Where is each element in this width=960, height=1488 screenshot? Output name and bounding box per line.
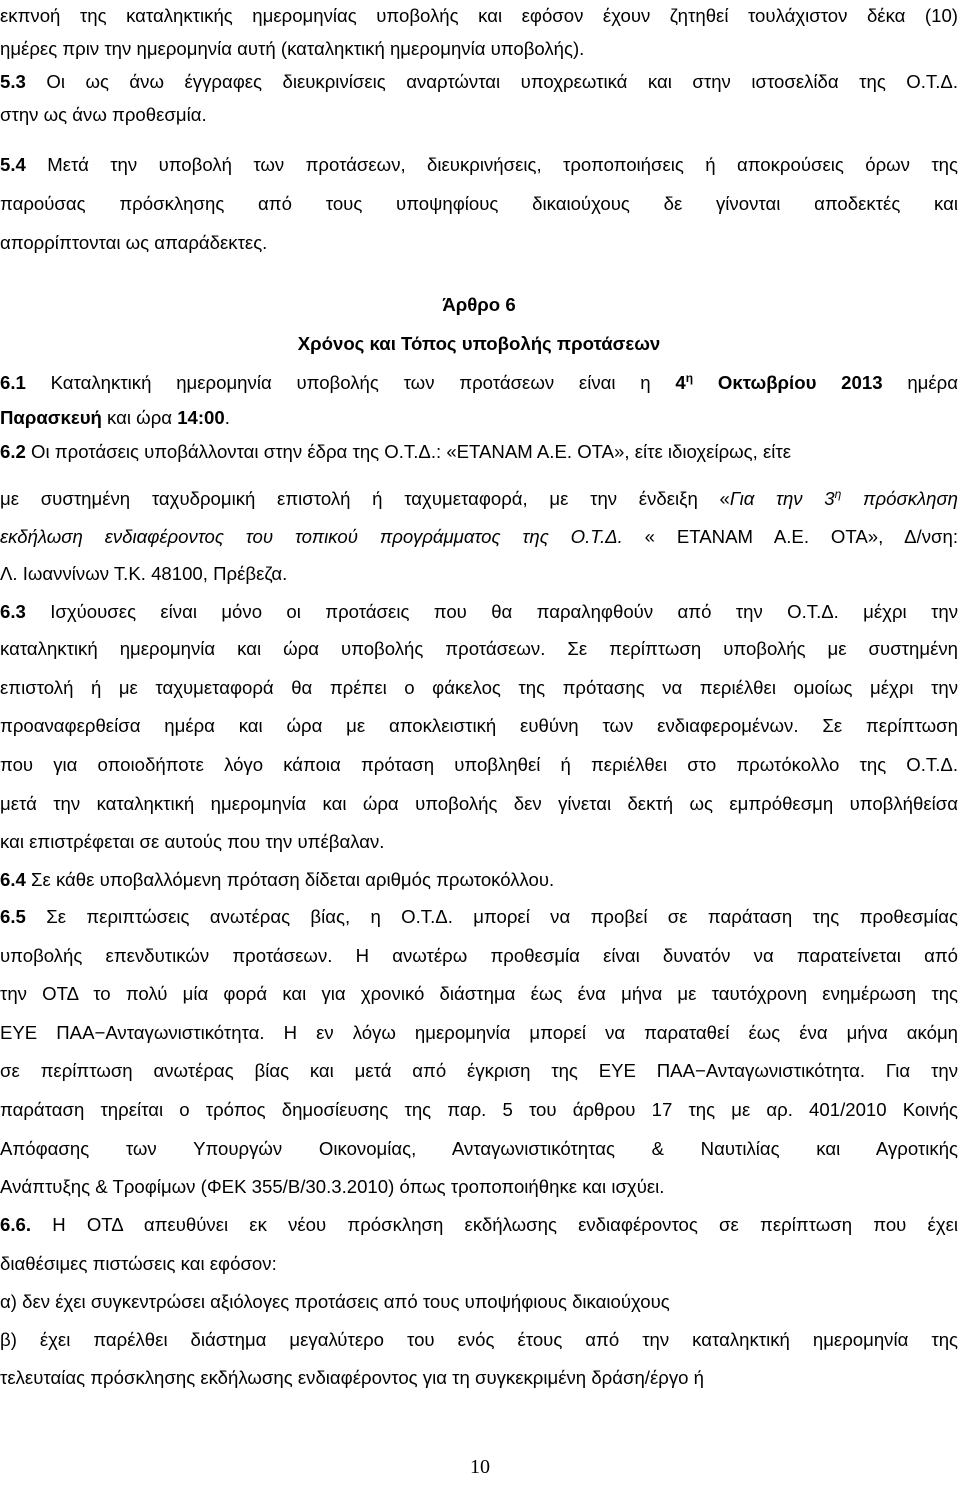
section-number: 6.6. xyxy=(0,1214,32,1235)
section-number: 6.1 xyxy=(0,372,26,393)
paragraph-line: καταληκτική ημερομηνία και ώρα υποβολής προτάσεων. Σε περίπτωση υποβολής με συστημένη xyxy=(0,638,958,659)
paragraph-line: παράταση τηρείται ο τρόπος δημοσίευσης της παρ. 5 του άρθρου 17 της με αρ. 401/2010 Κοινής xyxy=(0,1099,958,1120)
section-number: 6.2 xyxy=(0,441,26,462)
paragraph-line: στην ως άνω προθεσμία. xyxy=(0,104,207,125)
paragraph-line: παρούσας πρόσκλησης από τους υποψηφίους δικαιούχους δε γίνονται αποδεκτές και xyxy=(0,193,958,214)
section-6-1: 6.1 Καταληκτική ημερομηνία υποβολής των προτάσεων είναι η $4^\eta$ Οκτωβρίου 2013 ημέρα xyxy=(0,370,958,393)
paragraph-line: ημέρες πριν την ημερομηνία αυτή (καταληκτική ημερομηνία υποβολής). xyxy=(0,38,585,59)
list-item: β) έχει παρέλθει διάστημα μεγαλύτερο του ενός έτους από την καταληκτική ημερομηνία της xyxy=(0,1329,958,1350)
paragraph-line: επιστολή ή με ταχυμεταφορά θα πρέπει ο φάκελος της πρότασης να περιέλθει ομοίως μέχρι την xyxy=(0,677,958,698)
section-6-3: 6.3 Ισχύουσες είναι μόνο οι προτάσεις που θα παραληφθούν από την Ο.Τ.Δ. μέχρι την xyxy=(0,601,958,622)
paragraph-line: υποβολής επενδυτικών προτάσεων. Η ανωτέρω προθεσμία είναι δυνατόν να παρατείνεται από xyxy=(0,945,958,966)
section-number: 6.4 xyxy=(0,869,26,890)
paragraph-line: την ΟΤΔ το πολύ μία φορά και για χρονικό διάστημα έως ένα μήνα με ταυτόχρονη ενημέρωση της xyxy=(0,983,958,1004)
section-6-4: 6.4 Σε κάθε υποβαλλόμενη πρόταση δίδεται αριθμός πρωτοκόλλου. xyxy=(0,869,555,890)
paragraph-line: τελευταίας πρόσκλησης εκδήλωσης ενδιαφέροντος για τη συγκεκριμένη δράση/έργο ή xyxy=(0,1367,704,1388)
article-subtitle: Χρόνος και Τόπος υποβολής προτάσεων xyxy=(297,333,661,354)
section-6-2: 6.2 Οι προτάσεις υποβάλλονται στην έδρα της Ο.Τ.Δ.: «ΕΤΑΝΑΜ Α.Ε. ΟΤΑ», είτε ιδιοχείρως, είτε xyxy=(0,441,792,462)
section-number: 5.4 xyxy=(0,154,26,175)
section-number: 6.3 xyxy=(0,601,26,622)
paragraph-line: που για οποιοδήποτε λόγο κάποια πρόταση υποβληθεί ή περιέλθει στο πρωτόκολλο της Ο.Τ.Δ. xyxy=(0,754,958,775)
paragraph-line: Λ. Ιωαννίνων Τ.Κ. 48100, Πρέβεζα. xyxy=(0,563,288,584)
paragraph-line: Παρασκευή και ώρα 14:00. xyxy=(0,407,230,428)
section-number: 5.3 xyxy=(0,71,26,92)
section-6-6: 6.6. Η ΟΤΔ απευθύνει εκ νέου πρόσκληση εκδήλωσης ενδιαφέροντος σε περίπτωση που έχει xyxy=(0,1214,958,1235)
paragraph-line: Ανάπτυξης & Τροφίμων (ΦΕΚ 355/Β/30.3.2010) όπως τροποποιήθηκε και ισχύει. xyxy=(0,1176,665,1197)
paragraph-line: εκδήλωση ενδιαφέροντος του τοπικού προγράμματος της Ο.Τ.Δ. « ΕΤΑΝΑΜ Α.Ε. ΟΤΑ», Δ/νση: xyxy=(0,526,958,547)
list-item: α) δεν έχει συγκεντρώσει αξιόλογες προτάσεις από τους υποψήφιους δικαιούχους xyxy=(0,1291,670,1312)
paragraph-line: ΕΥΕ ΠΑΑ−Ανταγωνιστικότητα. Η εν λόγω ημερομηνία μπορεί να παραταθεί έως ένα μήνα ακόμη xyxy=(0,1022,958,1043)
paragraph-line: με συστημένη ταχυδρομική επιστολή ή ταχυμεταφορά, με την ένδειξη «Για την $3^\eta$ πρόσκληση xyxy=(0,486,958,509)
page-number: 10 xyxy=(470,1456,490,1478)
paragraph-line: εκπνοή της καταληκτικής ημερομηνίας υποβολής και εφόσον έχουν ζητηθεί τουλάχιστον δέκα (10) xyxy=(0,5,958,26)
section-number: 6.5 xyxy=(0,906,26,927)
paragraph-line: διαθέσιμες πιστώσεις και εφόσον: xyxy=(0,1253,277,1274)
article-title: Άρθρο 6 xyxy=(442,294,516,315)
paragraph-line: σε περίπτωση ανωτέρας βίας και μετά από έγκριση της ΕΥΕ ΠΑΑ−Ανταγωνιστικότητα. Για την xyxy=(0,1060,958,1081)
paragraph-line: προαναφερθείσα ημέρα και ώρα με αποκλειστική ευθύνη των ενδιαφερομένων. Σε περίπτωση xyxy=(0,715,958,736)
section-5-3: 5.3 Οι ως άνω έγγραφες διευκρινίσεις αναρτώνται υποχρεωτικά και στην ιστοσελίδα της Ο.Τ.Δ. xyxy=(0,71,958,92)
paragraph-line: απορρίπτονται ως απαράδεκτες. xyxy=(0,232,268,253)
paragraph-line: Απόφασης των Υπουργών Οικονομίας, Ανταγωνιστικότητας & Ναυτιλίας και Αγροτικής xyxy=(0,1138,958,1159)
paragraph-line: μετά την καταληκτική ημερομηνία και ώρα υποβολής δεν γίνεται δεκτή ως εμπρόθεσμη υποβλήθείσα xyxy=(0,793,958,814)
paragraph-line: και επιστρέφεται σε αυτούς που την υπέβαλαν. xyxy=(0,831,385,852)
section-5-4: 5.4 Μετά την υποβολή των προτάσεων, διευκρινήσεις, τροποποιήσεις ή αποκρούσεις όρων της xyxy=(0,154,958,175)
section-6-5: 6.5 Σε περιπτώσεις ανωτέρας βίας, η Ο.Τ.Δ. μπορεί να προβεί σε παράταση της προθεσμίας xyxy=(0,906,958,927)
